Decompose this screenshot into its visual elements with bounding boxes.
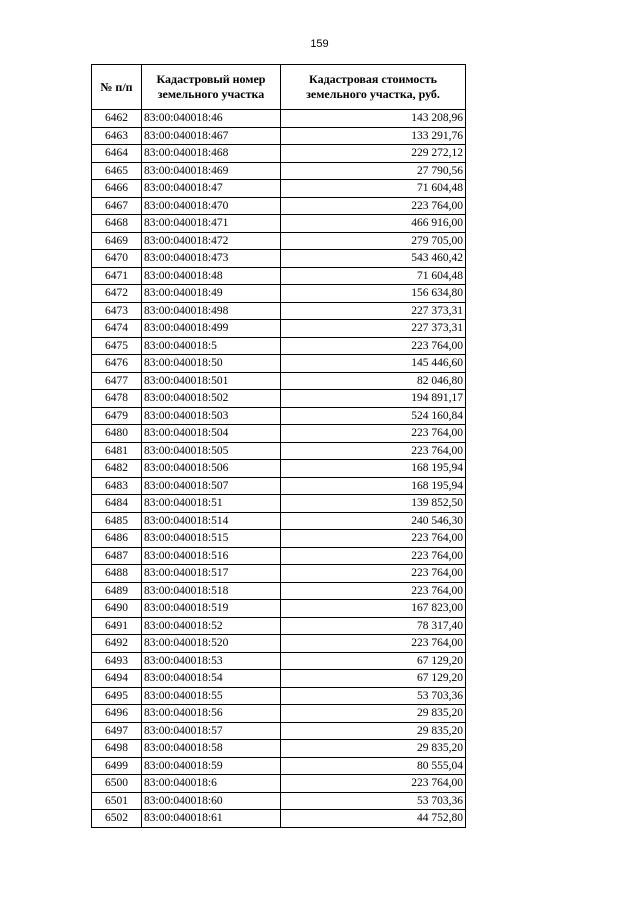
row-number-cell: 6495: [92, 687, 142, 705]
table-row: [92, 127, 466, 145]
cadastral-number-cell: 83:00:040018:514: [142, 512, 281, 530]
table-row: [92, 355, 466, 373]
page-number: 159: [310, 38, 329, 50]
cadastral-value-cell: 80 555,04: [281, 757, 466, 775]
row-number-cell: 6493: [92, 652, 142, 670]
table-row: [92, 810, 466, 828]
table-row: [92, 215, 466, 233]
cadastral-number-cell: 83:00:040018:469: [142, 162, 281, 180]
row-number-cell: 6478: [92, 390, 142, 408]
cadastral-value-cell: 139 852,50: [281, 495, 466, 513]
row-number-cell: 6466: [92, 180, 142, 198]
row-number-cell: 6498: [92, 740, 142, 758]
row-number-cell: 6484: [92, 495, 142, 513]
cadastral-value-cell: 466 916,00: [281, 215, 466, 233]
row-number-cell: 6465: [92, 162, 142, 180]
cadastral-number-cell: 83:00:040018:498: [142, 302, 281, 320]
cadastral-number-cell: 83:00:040018:60: [142, 792, 281, 810]
cadastral-value-cell: 223 764,00: [281, 635, 466, 653]
table-row: [92, 705, 466, 723]
cadastral-value-cell: 53 703,36: [281, 792, 466, 810]
table-row: [92, 145, 466, 163]
table-row: [92, 722, 466, 740]
cadastral-number-cell: 83:00:040018:473: [142, 250, 281, 268]
cadastral-value-cell: 167 823,00: [281, 600, 466, 618]
header-cadastral-value: Кадастровая стоимость земельного участка, руб.: [281, 65, 466, 110]
row-number-cell: 6464: [92, 145, 142, 163]
cadastral-value-cell: 29 835,20: [281, 722, 466, 740]
cadastral-number-cell: 83:00:040018:472: [142, 232, 281, 250]
cadastral-number-cell: 83:00:040018:468: [142, 145, 281, 163]
table-row: [92, 547, 466, 565]
table-row: [92, 197, 466, 215]
cadastral-number-cell: 83:00:040018:6: [142, 775, 281, 793]
cadastral-value-cell: 133 291,76: [281, 127, 466, 145]
cadastral-number-cell: 83:00:040018:61: [142, 810, 281, 828]
cadastral-value-cell: 27 790,56: [281, 162, 466, 180]
cadastral-value-cell: 44 752,80: [281, 810, 466, 828]
table-row: [92, 775, 466, 793]
cadastral-value-cell: 223 764,00: [281, 775, 466, 793]
cadastral-number-cell: 83:00:040018:501: [142, 372, 281, 390]
cadastral-value-cell: 29 835,20: [281, 705, 466, 723]
row-number-cell: 6480: [92, 425, 142, 443]
cadastral-number-cell: 83:00:040018:515: [142, 530, 281, 548]
cadastral-number-cell: 83:00:040018:46: [142, 110, 281, 128]
cadastral-number-cell: 83:00:040018:504: [142, 425, 281, 443]
table-row: [92, 267, 466, 285]
row-number-cell: 6492: [92, 635, 142, 653]
cadastral-number-cell: 83:00:040018:48: [142, 267, 281, 285]
cadastral-value-table: [91, 64, 466, 828]
cadastral-number-cell: 83:00:040018:518: [142, 582, 281, 600]
table-row: [92, 180, 466, 198]
table-row: [92, 652, 466, 670]
cadastral-value-cell: 67 129,20: [281, 670, 466, 688]
table-row: [92, 407, 466, 425]
row-number-cell: 6469: [92, 232, 142, 250]
row-number-cell: 6499: [92, 757, 142, 775]
table-row: [92, 495, 466, 513]
cadastral-number-cell: 83:00:040018:59: [142, 757, 281, 775]
cadastral-value-cell: 143 208,96: [281, 110, 466, 128]
header-row: [92, 65, 466, 110]
table-row: [92, 670, 466, 688]
cadastral-value-cell: 67 129,20: [281, 652, 466, 670]
cadastral-value-cell: 78 317,40: [281, 617, 466, 635]
row-number-cell: 6481: [92, 442, 142, 460]
cadastral-value-cell: 223 764,00: [281, 582, 466, 600]
cadastral-value-cell: 71 604,48: [281, 180, 466, 198]
row-number-cell: 6467: [92, 197, 142, 215]
cadastral-number-cell: 83:00:040018:467: [142, 127, 281, 145]
table-row: [92, 687, 466, 705]
row-number-cell: 6489: [92, 582, 142, 600]
header-cadastral-number: Кадастровый номер земельного участка: [142, 65, 281, 110]
cadastral-value-cell: 223 764,00: [281, 197, 466, 215]
row-number-cell: 6485: [92, 512, 142, 530]
table-row: [92, 110, 466, 128]
row-number-cell: 6502: [92, 810, 142, 828]
cadastral-number-cell: 83:00:040018:49: [142, 285, 281, 303]
table-row: [92, 442, 466, 460]
cadastral-value-cell: 29 835,20: [281, 740, 466, 758]
cadastral-number-cell: 83:00:040018:54: [142, 670, 281, 688]
row-number-cell: 6462: [92, 110, 142, 128]
table-row: [92, 600, 466, 618]
cadastral-number-cell: 83:00:040018:507: [142, 477, 281, 495]
cadastral-value-cell: 53 703,36: [281, 687, 466, 705]
cadastral-value-cell: 229 272,12: [281, 145, 466, 163]
row-number-cell: 6473: [92, 302, 142, 320]
row-number-cell: 6468: [92, 215, 142, 233]
cadastral-value-cell: 227 373,31: [281, 320, 466, 338]
table-row: [92, 757, 466, 775]
cadastral-number-cell: 83:00:040018:47: [142, 180, 281, 198]
row-number-cell: 6488: [92, 565, 142, 583]
row-number-cell: 6477: [92, 372, 142, 390]
table-row: [92, 162, 466, 180]
row-number-cell: 6470: [92, 250, 142, 268]
row-number-cell: 6476: [92, 355, 142, 373]
cadastral-number-cell: 83:00:040018:55: [142, 687, 281, 705]
table-row: [92, 425, 466, 443]
row-number-cell: 6496: [92, 705, 142, 723]
cadastral-number-cell: 83:00:040018:51: [142, 495, 281, 513]
cadastral-value-cell: 223 764,00: [281, 547, 466, 565]
cadastral-value-cell: 168 195,94: [281, 460, 466, 478]
table-row: [92, 617, 466, 635]
cadastral-number-cell: 83:00:040018:505: [142, 442, 281, 460]
cadastral-value-cell: 240 546,30: [281, 512, 466, 530]
cadastral-number-cell: 83:00:040018:470: [142, 197, 281, 215]
cadastral-number-cell: 83:00:040018:516: [142, 547, 281, 565]
table-row: [92, 477, 466, 495]
table-row: [92, 530, 466, 548]
cadastral-value-cell: 223 764,00: [281, 442, 466, 460]
cadastral-number-cell: 83:00:040018:471: [142, 215, 281, 233]
table-row: [92, 740, 466, 758]
table-row: [92, 285, 466, 303]
cadastral-number-cell: 83:00:040018:50: [142, 355, 281, 373]
cadastral-number-cell: 83:00:040018:53: [142, 652, 281, 670]
table-row: [92, 792, 466, 810]
table-row: [92, 565, 466, 583]
cadastral-number-cell: 83:00:040018:58: [142, 740, 281, 758]
cadastral-value-cell: 223 764,00: [281, 425, 466, 443]
row-number-cell: 6474: [92, 320, 142, 338]
table-row: [92, 320, 466, 338]
cadastral-number-cell: 83:00:040018:520: [142, 635, 281, 653]
cadastral-value-cell: 227 373,31: [281, 302, 466, 320]
row-number-cell: 6487: [92, 547, 142, 565]
row-number-cell: 6486: [92, 530, 142, 548]
table-row: [92, 635, 466, 653]
table-row: [92, 460, 466, 478]
table-body: [92, 110, 466, 828]
table-row: [92, 390, 466, 408]
cadastral-number-cell: 83:00:040018:57: [142, 722, 281, 740]
table-row: [92, 372, 466, 390]
cadastral-value-cell: 279 705,00: [281, 232, 466, 250]
cadastral-value-cell: 145 446,60: [281, 355, 466, 373]
table-row: [92, 337, 466, 355]
cadastral-value-cell: 543 460,42: [281, 250, 466, 268]
cadastral-value-cell: 524 160,84: [281, 407, 466, 425]
row-number-cell: 6479: [92, 407, 142, 425]
table-row: [92, 232, 466, 250]
row-number-cell: 6500: [92, 775, 142, 793]
cadastral-number-cell: 83:00:040018:5: [142, 337, 281, 355]
row-number-cell: 6463: [92, 127, 142, 145]
row-number-cell: 6482: [92, 460, 142, 478]
cadastral-number-cell: 83:00:040018:519: [142, 600, 281, 618]
table-row: [92, 512, 466, 530]
row-number-cell: 6475: [92, 337, 142, 355]
table-header: [92, 65, 466, 110]
table-row: [92, 250, 466, 268]
cadastral-number-cell: 83:00:040018:517: [142, 565, 281, 583]
row-number-cell: 6491: [92, 617, 142, 635]
cadastral-value-cell: 223 764,00: [281, 565, 466, 583]
cadastral-value-cell: 168 195,94: [281, 477, 466, 495]
cadastral-value-cell: 71 604,48: [281, 267, 466, 285]
row-number-cell: 6483: [92, 477, 142, 495]
cadastral-number-cell: 83:00:040018:502: [142, 390, 281, 408]
row-number-cell: 6494: [92, 670, 142, 688]
cadastral-number-cell: 83:00:040018:499: [142, 320, 281, 338]
row-number-cell: 6490: [92, 600, 142, 618]
header-num: № п/п: [92, 65, 142, 110]
row-number-cell: 6471: [92, 267, 142, 285]
cadastral-value-cell: 194 891,17: [281, 390, 466, 408]
cadastral-number-cell: 83:00:040018:56: [142, 705, 281, 723]
cadastral-value-cell: 223 764,00: [281, 530, 466, 548]
cadastral-number-cell: 83:00:040018:506: [142, 460, 281, 478]
cadastral-number-cell: 83:00:040018:52: [142, 617, 281, 635]
cadastral-value-cell: 156 634,80: [281, 285, 466, 303]
table-row: [92, 582, 466, 600]
table-row: [92, 302, 466, 320]
cadastral-number-cell: 83:00:040018:503: [142, 407, 281, 425]
row-number-cell: 6497: [92, 722, 142, 740]
row-number-cell: 6501: [92, 792, 142, 810]
cadastral-value-cell: 82 046,80: [281, 372, 466, 390]
row-number-cell: 6472: [92, 285, 142, 303]
cadastral-value-cell: 223 764,00: [281, 337, 466, 355]
